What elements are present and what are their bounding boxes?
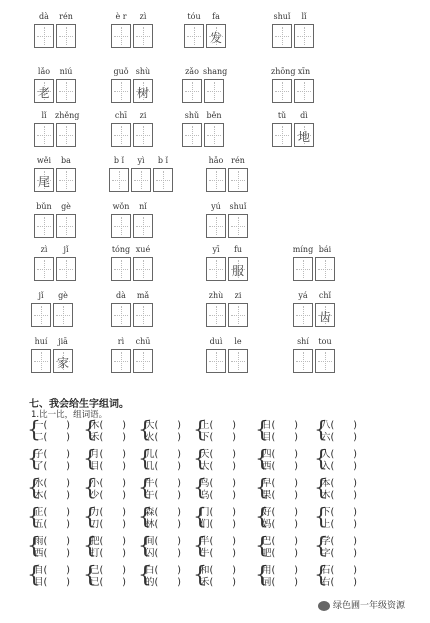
brace-icon: {	[255, 447, 269, 472]
brace-icon: {	[27, 447, 41, 472]
word-blank[interactable]: 小( )	[90, 478, 126, 489]
brace-icon: {	[83, 563, 97, 588]
word-blank[interactable]: 学( )	[321, 536, 357, 547]
pinyin-label: rén	[59, 12, 73, 21]
brace-icon: {	[83, 418, 97, 443]
word-pair	[138, 536, 198, 559]
word-blank[interactable]: 午( )	[145, 490, 181, 501]
pinyin-label: duì	[209, 337, 223, 346]
pinyin-label: shù	[135, 67, 151, 76]
pinyin-label: gè	[61, 202, 71, 211]
word-blank[interactable]: 禾( )	[200, 577, 236, 588]
writing-cell[interactable]	[56, 79, 76, 103]
word-blank[interactable]: 林( )	[145, 519, 181, 530]
pinyin-label: è r	[115, 12, 127, 21]
pinyin-label: yú	[211, 202, 221, 211]
pinyin-label: hǎo	[208, 156, 224, 165]
writing-cell[interactable]	[228, 257, 248, 281]
writing-cell[interactable]	[111, 303, 131, 327]
writing-cell[interactable]	[31, 349, 51, 373]
writing-cell[interactable]	[111, 79, 131, 103]
pinyin-label: le	[234, 337, 242, 346]
word-blank[interactable]: 火( )	[145, 432, 181, 443]
word-blank[interactable]: 力( )	[90, 507, 126, 518]
word-pair	[83, 449, 143, 472]
word-blank[interactable]: 入( )	[321, 461, 357, 472]
word-pair	[314, 420, 374, 443]
word-blank[interactable]: 下( )	[200, 432, 236, 443]
word-pair	[255, 507, 315, 530]
writing-cell[interactable]	[153, 168, 173, 192]
writing-cell[interactable]	[34, 214, 54, 238]
writing-cell[interactable]	[294, 24, 314, 48]
brace-icon: {	[255, 534, 269, 559]
writing-cell[interactable]	[56, 257, 76, 281]
word-pair	[193, 449, 253, 472]
writing-cell[interactable]	[315, 349, 335, 373]
pinyin-label: lǎo	[37, 67, 51, 76]
writing-cell[interactable]	[131, 168, 151, 192]
brace-icon: {	[27, 476, 41, 501]
word-pair	[193, 536, 253, 559]
pinyin-label: b ǐ	[157, 156, 169, 165]
word-pair	[193, 478, 253, 501]
word-blank[interactable]: 西( )	[34, 548, 70, 559]
wechat-icon	[318, 601, 330, 611]
pinyin-label: jiā	[58, 337, 68, 346]
cell-character: 发	[209, 31, 222, 45]
word-pair	[138, 449, 198, 472]
word-blank[interactable]: 打( )	[90, 548, 126, 559]
writing-cell[interactable]	[272, 79, 292, 103]
writing-cell[interactable]	[34, 257, 54, 281]
writing-cell[interactable]	[111, 214, 131, 238]
brace-icon: {	[138, 505, 152, 530]
word-pair	[27, 507, 87, 530]
pinyin-label: chǐ	[318, 291, 332, 300]
writing-cell[interactable]	[133, 257, 153, 281]
writing-cell[interactable]	[293, 257, 313, 281]
writing-cell[interactable]	[206, 257, 226, 281]
writing-cell[interactable]	[293, 303, 313, 327]
word-blank[interactable]: 上( )	[321, 519, 357, 530]
word-blank[interactable]: 天( )	[200, 449, 236, 460]
writing-cell[interactable]	[315, 303, 335, 327]
pinyin-label: dà	[39, 12, 49, 21]
writing-cell[interactable]	[206, 24, 226, 48]
word-pair	[255, 536, 315, 559]
writing-cell[interactable]	[272, 24, 292, 48]
pinyin-label: jǐ	[38, 291, 44, 300]
word-pair	[83, 420, 143, 443]
brace-icon: {	[138, 418, 152, 443]
word-blank[interactable]: 早( )	[262, 478, 298, 489]
pinyin-label: bǔn	[36, 202, 52, 211]
writing-cell[interactable]	[272, 123, 292, 147]
word-blank[interactable]: 好( )	[262, 507, 298, 518]
word-blank[interactable]: 石( )	[321, 565, 357, 576]
word-blank[interactable]: 木( )	[34, 490, 70, 501]
word-pair	[83, 536, 143, 559]
word-blank[interactable]: 儿( )	[145, 449, 181, 460]
pinyin-label: nǐ	[139, 202, 147, 211]
writing-cell[interactable]	[34, 24, 54, 48]
word-blank[interactable]: 六( )	[321, 432, 357, 443]
word-pair	[83, 565, 143, 588]
brace-icon: {	[138, 563, 152, 588]
writing-cell[interactable]	[34, 79, 54, 103]
pinyin-label: b ǐ	[113, 156, 125, 165]
brace-icon: {	[193, 563, 207, 588]
writing-cell[interactable]	[133, 79, 153, 103]
word-blank[interactable]: 子( )	[34, 449, 70, 460]
pinyin-label: wǒn	[112, 202, 130, 211]
writing-cell[interactable]	[293, 349, 313, 373]
brace-icon: {	[255, 563, 269, 588]
word-blank[interactable]: 几( )	[145, 461, 181, 472]
brace-icon: {	[83, 447, 97, 472]
watermark	[318, 598, 405, 611]
writing-cell[interactable]	[294, 79, 314, 103]
pinyin-label: yá	[298, 291, 308, 300]
word-blank[interactable]: 门( )	[200, 507, 236, 518]
cell-character: 家	[56, 356, 69, 370]
word-blank[interactable]: 木( )	[90, 420, 126, 431]
word-blank[interactable]: 目( )	[90, 461, 126, 472]
writing-cell[interactable]	[111, 123, 131, 147]
cell-character: 尾	[37, 175, 50, 189]
word-pair	[27, 565, 87, 588]
pinyin-label: wěi	[36, 156, 52, 165]
word-blank[interactable]: 木( )	[321, 490, 357, 501]
word-pair	[314, 536, 374, 559]
pinyin-label: shǔ	[184, 111, 200, 120]
word-blank[interactable]: 刀( )	[90, 519, 126, 530]
word-pair	[138, 507, 198, 530]
word-pair	[255, 420, 315, 443]
writing-cell[interactable]	[182, 123, 202, 147]
subtitle: 1.比一比，组词语。	[31, 410, 108, 420]
cell-character: 老	[37, 86, 50, 100]
pinyin-label: shí	[297, 337, 309, 346]
word-blank[interactable]: 八( )	[321, 420, 357, 431]
brace-icon: {	[314, 418, 328, 443]
brace-icon: {	[83, 534, 97, 559]
word-pair	[138, 478, 198, 501]
pinyin-label: chī	[114, 111, 128, 120]
word-blank[interactable]: 字( )	[321, 548, 357, 559]
writing-cell[interactable]	[111, 349, 131, 373]
brace-icon: {	[27, 505, 41, 530]
brace-icon: {	[255, 505, 269, 530]
writing-cell[interactable]	[53, 303, 73, 327]
word-pair	[255, 565, 315, 588]
word-pair	[314, 565, 374, 588]
writing-cell[interactable]	[133, 123, 153, 147]
word-blank[interactable]: 牛( )	[145, 478, 181, 489]
word-blank[interactable]: 吧( )	[262, 548, 298, 559]
word-blank[interactable]: 们( )	[200, 519, 236, 530]
word-blank[interactable]: 乌( )	[200, 490, 236, 501]
writing-cell[interactable]	[56, 24, 76, 48]
brace-icon: {	[255, 418, 269, 443]
word-blank[interactable]: 和( )	[200, 565, 236, 576]
section-title: 七、我会给生字组词。	[29, 399, 129, 410]
word-blank[interactable]: 牛( )	[200, 548, 236, 559]
word-blank[interactable]: 间( )	[145, 536, 181, 547]
word-blank[interactable]: 禾( )	[90, 432, 126, 443]
word-blank[interactable]: 巴( )	[262, 536, 298, 547]
word-pair	[83, 507, 143, 530]
brace-icon: {	[83, 505, 97, 530]
writing-cell[interactable]	[315, 257, 335, 281]
writing-cell[interactable]	[184, 24, 204, 48]
brace-icon: {	[314, 476, 328, 501]
writing-cell[interactable]	[111, 257, 131, 281]
word-blank[interactable]: 西( )	[262, 461, 298, 472]
pinyin-label: rén	[231, 156, 245, 165]
word-blank[interactable]: 日( )	[262, 420, 298, 431]
word-blank[interactable]: 五( )	[34, 519, 70, 530]
writing-cell[interactable]	[206, 168, 226, 192]
pinyin-label: tóng	[111, 245, 131, 254]
word-pair	[138, 565, 198, 588]
word-blank[interactable]: 森( )	[145, 507, 181, 518]
writing-cell[interactable]	[182, 79, 202, 103]
word-pair	[27, 536, 87, 559]
pinyin-label: tǔ	[277, 111, 287, 120]
pinyin-label: rì	[117, 337, 125, 346]
word-pair	[193, 565, 253, 588]
brace-icon: {	[314, 534, 328, 559]
pinyin-label: fu	[233, 245, 243, 254]
writing-cell[interactable]	[228, 214, 248, 238]
pinyin-label: zǎo	[185, 67, 199, 76]
brace-icon: {	[193, 534, 207, 559]
pinyin-label: shang	[203, 67, 228, 76]
word-blank[interactable]: 少( )	[90, 490, 126, 501]
brace-icon: {	[314, 563, 328, 588]
word-blank[interactable]: 二( )	[34, 432, 70, 443]
word-blank[interactable]: 妈( )	[262, 519, 298, 530]
pinyin-label: gè	[58, 291, 68, 300]
pinyin-label: běn	[206, 111, 222, 120]
word-blank[interactable]: 用( )	[262, 565, 298, 576]
pinyin-label: tóu	[187, 12, 201, 21]
brace-icon: {	[27, 418, 41, 443]
word-blank[interactable]: 目( )	[34, 577, 70, 588]
cell-character: 树	[136, 86, 149, 100]
pinyin-label: zì	[139, 12, 147, 21]
brace-icon: {	[27, 563, 41, 588]
word-blank[interactable]: 的( )	[145, 577, 181, 588]
cell-character: 地	[297, 130, 310, 144]
writing-cell[interactable]	[228, 168, 248, 192]
cell-character: 齿	[318, 310, 331, 324]
word-blank[interactable]: 把( )	[90, 536, 126, 547]
pinyin-label: yī	[212, 245, 220, 254]
word-blank[interactable]: 大( )	[145, 420, 181, 431]
writing-cell[interactable]	[133, 349, 153, 373]
pinyin-label: yì	[137, 156, 145, 165]
brace-icon: {	[138, 534, 152, 559]
word-blank[interactable]: 已( )	[90, 577, 126, 588]
pinyin-label: zhù	[208, 291, 224, 300]
word-blank[interactable]: 了( )	[34, 461, 70, 472]
word-blank[interactable]: 水( )	[34, 478, 70, 489]
word-blank[interactable]: 正( )	[34, 507, 70, 518]
writing-cell[interactable]	[206, 303, 226, 327]
word-pair	[27, 478, 87, 501]
pinyin-label: fa	[212, 12, 220, 21]
pinyin-label: zhōng	[271, 67, 296, 76]
pinyin-label: tou	[318, 337, 332, 346]
cell-character: 服	[231, 264, 244, 278]
brace-icon: {	[138, 447, 152, 472]
pinyin-label: bái	[318, 245, 332, 254]
writing-cell[interactable]	[56, 123, 76, 147]
pinyin-label: zi	[234, 291, 242, 300]
pinyin-label: dì	[300, 111, 308, 120]
word-blank[interactable]: 下( )	[321, 507, 357, 518]
pinyin-label: dà	[116, 291, 126, 300]
pinyin-label: ba	[61, 156, 71, 165]
word-blank[interactable]: 本( )	[321, 478, 357, 489]
brace-icon: {	[83, 476, 97, 501]
pinyin-label: shuǐ	[229, 202, 247, 211]
word-pair	[193, 420, 253, 443]
word-blank[interactable]: 闪( )	[145, 548, 181, 559]
writing-cell[interactable]	[34, 168, 54, 192]
pinyin-label: zi	[139, 111, 147, 120]
writing-cell[interactable]	[109, 168, 129, 192]
pinyin-label: xīn	[297, 67, 311, 76]
word-pair	[255, 449, 315, 472]
pinyin-label: shuǐ	[273, 12, 291, 21]
brace-icon: {	[314, 447, 328, 472]
writing-cell[interactable]	[206, 214, 226, 238]
writing-cell[interactable]	[111, 24, 131, 48]
pinyin-label: zhěng	[55, 111, 80, 120]
pinyin-label: niú	[59, 67, 73, 76]
writing-cell[interactable]	[56, 168, 76, 192]
brace-icon: {	[27, 534, 41, 559]
word-blank[interactable]: 鸟( )	[200, 478, 236, 489]
word-blank[interactable]: 右( )	[321, 577, 357, 588]
watermark-text: 绿色圃一年级资源	[333, 601, 406, 611]
pinyin-label: lǐ	[41, 111, 47, 120]
pinyin-label: xué	[135, 245, 151, 254]
word-blank[interactable]: 自( )	[34, 565, 70, 576]
word-pair	[255, 478, 315, 501]
writing-cell[interactable]	[133, 303, 153, 327]
word-blank[interactable]: 四( )	[262, 449, 298, 460]
pinyin-label: jǐ	[63, 245, 69, 254]
writing-cell[interactable]	[53, 349, 73, 373]
word-blank[interactable]: 果( )	[262, 490, 298, 501]
brace-icon: {	[193, 476, 207, 501]
pinyin-label: huí	[34, 337, 48, 346]
pinyin-label: zì	[40, 245, 48, 254]
word-pair	[193, 507, 253, 530]
word-blank[interactable]: 己( )	[90, 565, 126, 576]
word-blank[interactable]: 半( )	[200, 536, 236, 547]
word-blank[interactable]: 大( )	[200, 461, 236, 472]
pinyin-label: mǎ	[136, 291, 150, 300]
word-pair	[27, 449, 87, 472]
brace-icon: {	[193, 505, 207, 530]
brace-icon: {	[193, 447, 207, 472]
writing-cell[interactable]	[204, 123, 224, 147]
word-pair	[138, 420, 198, 443]
pinyin-label: guǒ	[113, 67, 129, 76]
word-blank[interactable]: 白( )	[145, 565, 181, 576]
brace-icon: {	[314, 505, 328, 530]
word-blank[interactable]: 目( )	[262, 432, 298, 443]
word-blank[interactable]: 月( )	[90, 449, 126, 460]
writing-cell[interactable]	[228, 349, 248, 373]
writing-cell[interactable]	[204, 79, 224, 103]
word-blank[interactable]: 上( )	[200, 420, 236, 431]
word-blank[interactable]: 同( )	[262, 577, 298, 588]
writing-cell[interactable]	[31, 303, 51, 327]
brace-icon: {	[255, 476, 269, 501]
word-pair	[314, 478, 374, 501]
writing-cell[interactable]	[133, 24, 153, 48]
pinyin-label: míng	[292, 245, 314, 254]
writing-cell[interactable]	[56, 214, 76, 238]
pinyin-label: chū	[135, 337, 151, 346]
pinyin-label: lǐ	[301, 12, 307, 21]
writing-cell[interactable]	[34, 123, 54, 147]
word-pair	[83, 478, 143, 501]
writing-cell[interactable]	[294, 123, 314, 147]
writing-cell[interactable]	[206, 349, 226, 373]
brace-icon: {	[193, 418, 207, 443]
word-pair	[314, 507, 374, 530]
word-blank[interactable]: 雨( )	[34, 536, 70, 547]
writing-cell[interactable]	[228, 303, 248, 327]
word-pair	[314, 449, 374, 472]
writing-cell[interactable]	[133, 214, 153, 238]
brace-icon: {	[138, 476, 152, 501]
word-blank[interactable]: 人( )	[321, 449, 357, 460]
word-blank[interactable]: 一( )	[34, 420, 70, 431]
word-pair	[27, 420, 87, 443]
